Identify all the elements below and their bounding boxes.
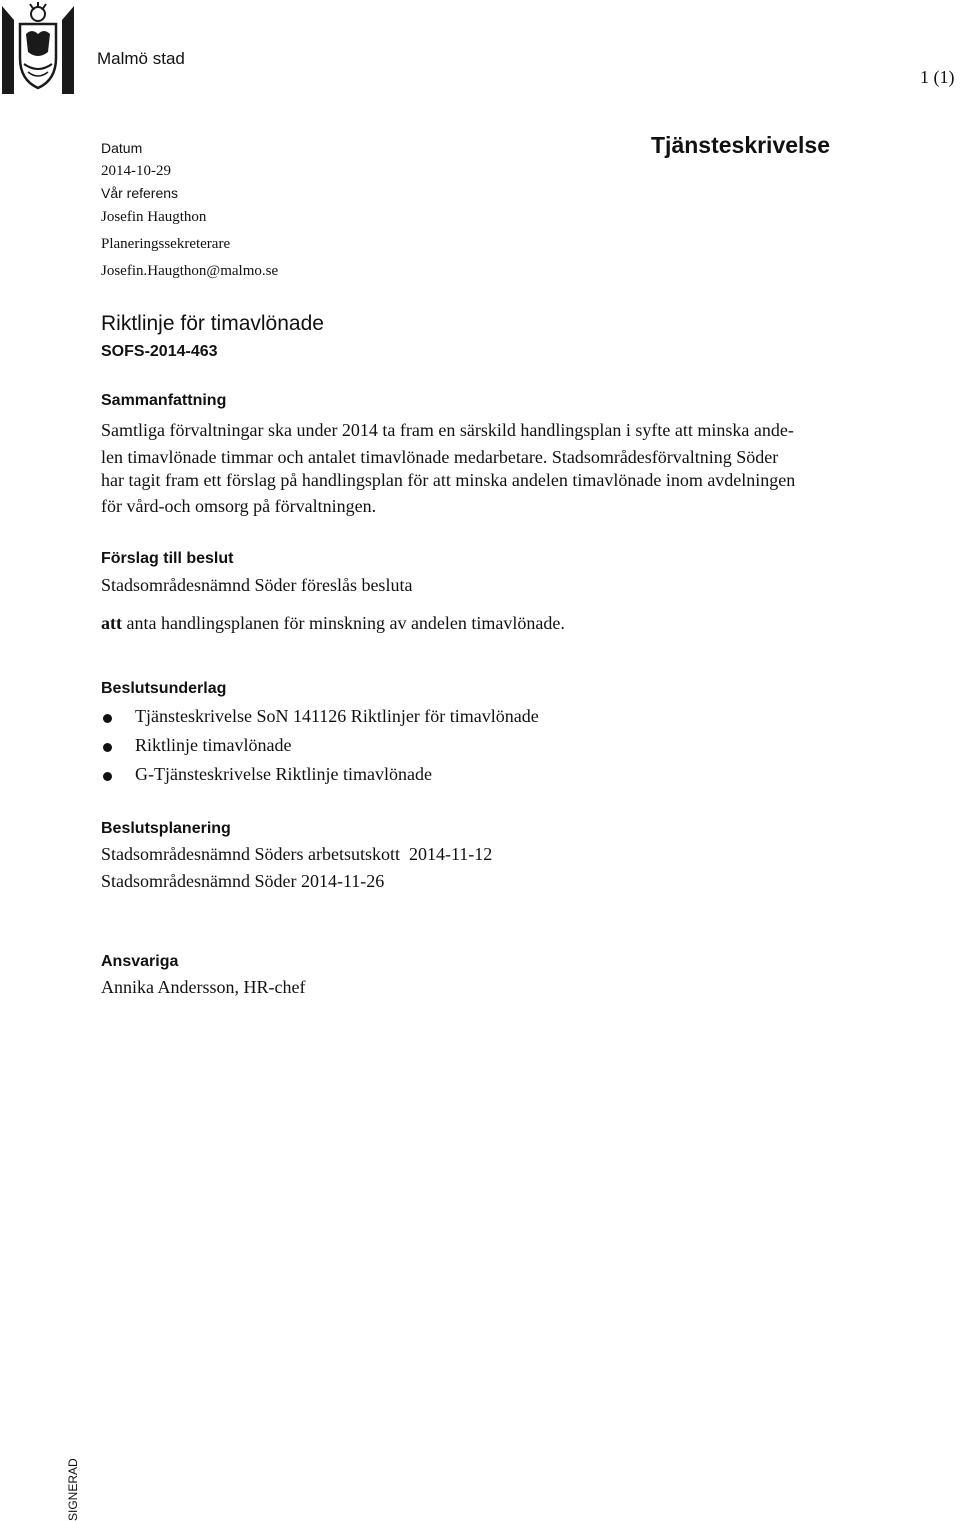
bullet-icon <box>103 714 112 723</box>
att-keyword: att <box>101 613 122 633</box>
summary-line: har tagit fram ett förslag på handlingsplan för att minska andelen timavlönade inom avdelningen <box>101 470 796 490</box>
organization-name: Malmö stad <box>97 49 185 68</box>
summary-line: len timavlönade timmar och antalet timavlönade medarbetare. Stadsområdesförvaltning Söder <box>101 447 779 467</box>
summary-line: för vård-och omsorg på förvaltningen. <box>101 496 377 516</box>
reference-name: Josefin Haugthon <box>101 209 207 225</box>
summary-line: Samtliga förvaltningar ska under 2014 ta fram en särskild handlingsplan i syfte att minska ande- <box>101 420 794 440</box>
bullet-icon <box>103 743 112 752</box>
list-item-text: Riktlinje timavlönade <box>135 735 292 755</box>
document-type: Tjänsteskrivelse <box>651 132 831 158</box>
basis-heading: Beslutsunderlag <box>101 680 227 697</box>
list-item-text: Tjänsteskrivelse SoN 141126 Riktlinjer för timavlönade <box>135 706 539 726</box>
proposal-line: Stadsområdesnämnd Söder föreslås besluta <box>101 575 413 595</box>
planning-line: Stadsområdesnämnd Söder 2014-11-26 <box>101 871 385 891</box>
date-value: 2014-10-29 <box>101 163 171 179</box>
page-number: 1 (1) <box>920 67 955 87</box>
reference-label: Vår referens <box>101 185 179 201</box>
responsible-heading: Ansvariga <box>101 953 179 970</box>
signed-stamp: SIGNERAD <box>66 1458 80 1521</box>
proposal-heading: Förslag till beslut <box>101 550 234 567</box>
reference-email: Josefin.Haugthon@malmo.se <box>101 263 279 279</box>
malmo-coat-of-arms-logo <box>2 0 74 94</box>
summary-heading: Sammanfattning <box>101 392 227 409</box>
responsible-line: Annika Andersson, HR-chef <box>101 977 306 997</box>
document-title: Riktlinje för timavlönade <box>101 312 324 335</box>
bullet-icon <box>103 772 112 781</box>
planning-heading: Beslutsplanering <box>101 820 231 837</box>
date-label: Datum <box>101 140 143 156</box>
list-item-text: G-Tjänsteskrivelse Riktlinje timavlönade <box>135 764 432 784</box>
reference-role: Planeringssekreterare <box>101 236 231 252</box>
proposal-att-clause <box>101 614 565 632</box>
att-text: anta handlingsplanen för minskning av andelen timavlönade. <box>122 613 565 633</box>
case-number: SOFS-2014-463 <box>101 343 218 360</box>
planning-line: Stadsområdesnämnd Söders arbetsutskott 2014-11-12 <box>101 844 493 864</box>
